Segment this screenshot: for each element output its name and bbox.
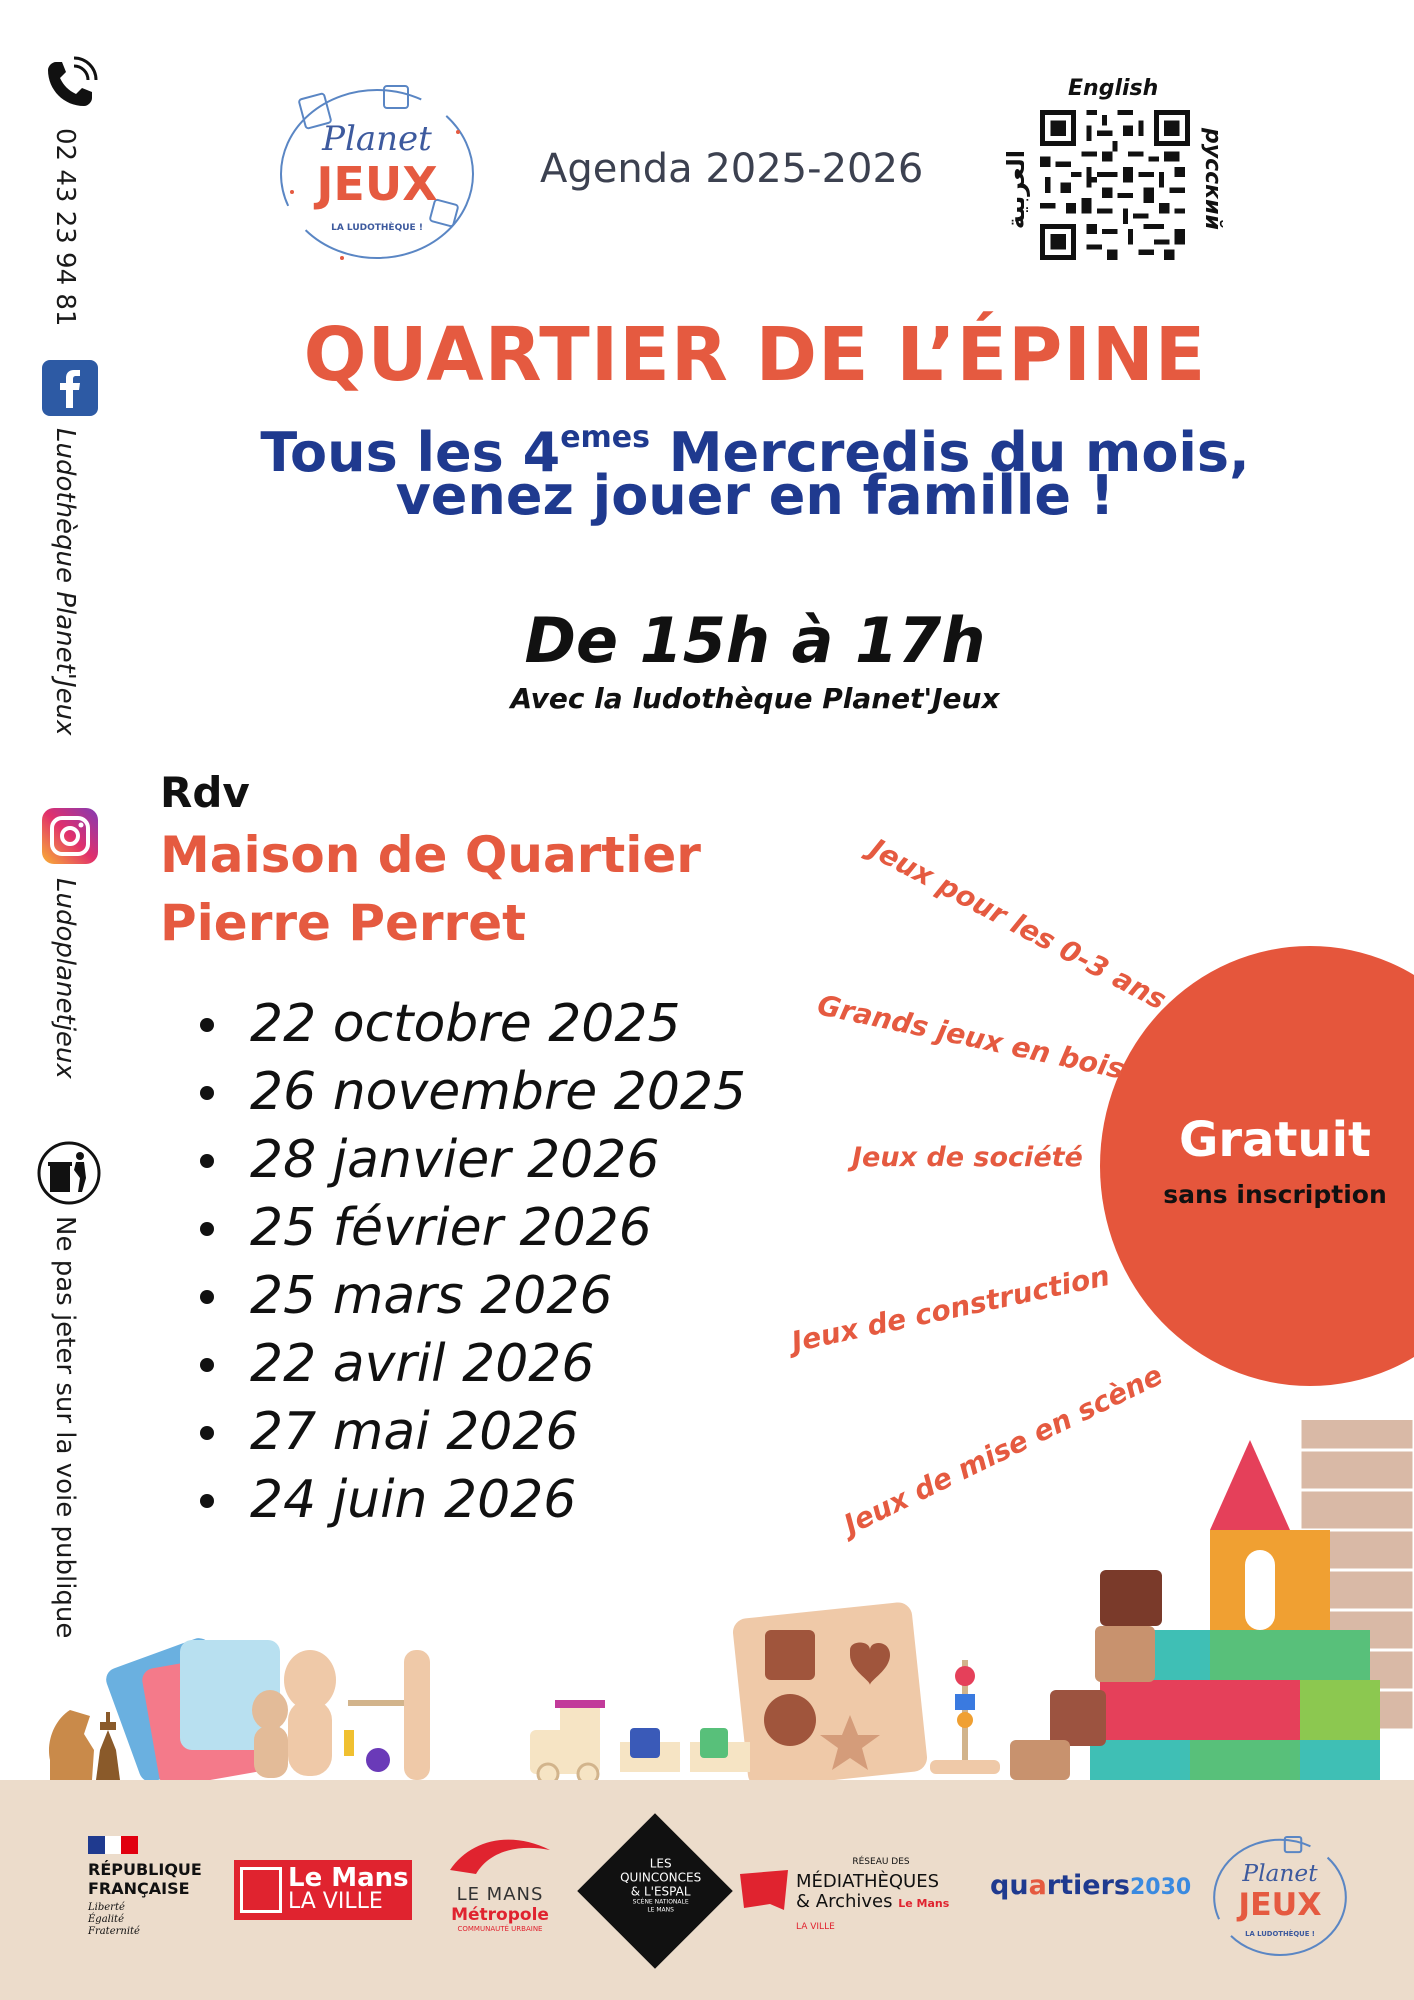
quartiers-2030-logo: quartiers2030 — [990, 1870, 1192, 1901]
date-item: 25 février 2026 — [200, 1194, 746, 1262]
planet-jeux-footer-logo — [1208, 1826, 1352, 1966]
phone-icon — [42, 56, 98, 112]
tag-construction-games: Jeux de construction — [788, 1258, 1113, 1359]
instagram-handle[interactable]: Ludoplanetjeux — [50, 878, 80, 1079]
qr-russian-label: русский — [1200, 128, 1225, 230]
date-item: 22 avril 2026 — [200, 1330, 746, 1398]
organizer-line: Avec la ludothèque Planet'Jeux — [510, 682, 1000, 715]
date-item: 27 mai 2026 — [200, 1398, 746, 1466]
le-mans-metropole-logo: LE MANS Métropole COMMUNAUTÉ URBAINE — [440, 1830, 560, 1950]
le-mans-ville-logo: Le Mans LA VILLE — [234, 1860, 412, 1920]
logo-jeux-text: JEUX — [316, 157, 438, 211]
date-item: 24 juin 2026 — [200, 1466, 746, 1534]
tag-games-0-3: Jeux pour les 0-3 ans — [864, 831, 1172, 1017]
date-item: 22 octobre 2025 — [200, 990, 746, 1058]
svg-text:Planet: Planet — [1242, 1859, 1318, 1887]
instagram-icon[interactable] — [42, 808, 98, 864]
venue-line2: Pierre Perret — [160, 894, 527, 952]
svg-text:LA LUDOTHÈQUE !: LA LUDOTHÈQUE ! — [1245, 1929, 1315, 1938]
mediatheques-logo: RÉSEAU DES MÉDIATHÈQUES & Archives Le Mans LA VILLE — [740, 1852, 966, 1922]
rdv-label: Rdv — [160, 768, 250, 817]
subtitle-line2: venez jouer en famille ! — [395, 464, 1115, 527]
hours: De 15h à 17h — [524, 604, 986, 677]
venue-line1: Maison de Quartier — [160, 826, 701, 884]
no-registration-label: sans inscription — [1163, 1180, 1387, 1209]
tag-board-games: Jeux de société — [852, 1142, 1083, 1173]
trash-bin-icon — [36, 1140, 102, 1206]
free-label: Gratuit — [1179, 1112, 1371, 1168]
subtitle-line1: Tous les 4emes Mercredis du mois, — [260, 420, 1250, 484]
republique-francaise-logo: RÉPUBLIQUE FRANÇAISE Liberté Égalité Fraternité — [88, 1836, 228, 1946]
agenda-label: Agenda 2025-2026 — [540, 146, 924, 192]
qr-english-label: English — [1068, 76, 1159, 101]
tag-role-play-games: Jeux de mise en scène — [838, 1358, 1168, 1542]
date-item: 26 novembre 2025 — [200, 1058, 746, 1126]
planet-jeux-logo — [272, 72, 482, 272]
logo-planet-text: Planet — [322, 119, 432, 159]
svg-text:JEUX: JEUX — [1238, 1887, 1322, 1924]
facebook-handle[interactable]: Ludothèque Planet'Jeux — [50, 428, 80, 736]
quinconces-espal-logo: LES QUINCONCES & L'ESPAL SCÈNE NATIONALE LE MANS — [577, 1813, 733, 1969]
qr-arabic-label: العربية — [1002, 150, 1030, 230]
page-title: QUARTIER DE L’ÉPINE — [303, 312, 1207, 398]
no-littering-notice: Ne pas jeter sur la voie publique — [50, 1216, 80, 1639]
date-item: 28 janvier 2026 — [200, 1126, 746, 1194]
qr-code[interactable] — [1040, 110, 1190, 260]
date-item: 25 mars 2026 — [200, 1262, 746, 1330]
toys-illustration — [0, 1420, 1414, 1790]
phone-number[interactable]: 02 43 23 94 81 — [50, 128, 80, 327]
tag-wooden-games: Grands jeux en bois — [814, 988, 1128, 1086]
logo-tagline: LA LUDOTHÈQUE ! — [331, 223, 423, 233]
